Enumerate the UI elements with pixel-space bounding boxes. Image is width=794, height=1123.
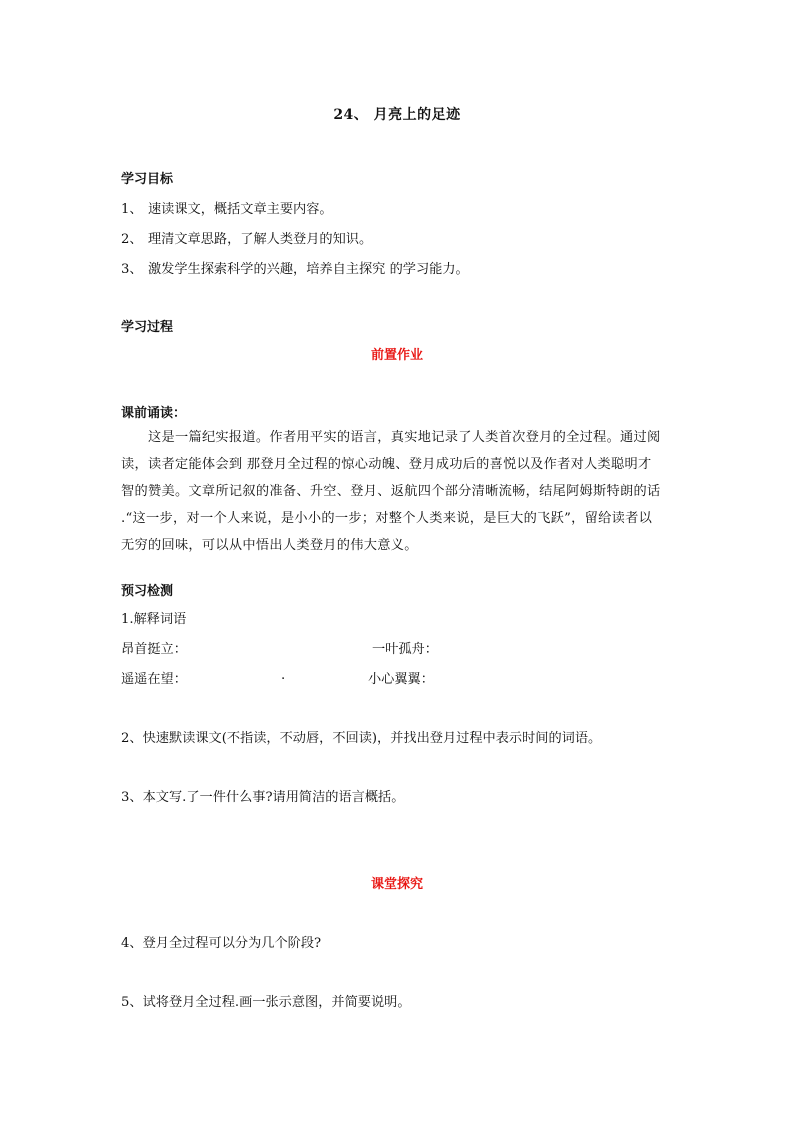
goal-item-number: 1、	[121, 202, 143, 217]
word-label-xiaoxin: 小心翼翼：	[368, 672, 434, 687]
section-title-prework: 前置作业	[370, 348, 423, 363]
reading-line: 这是一篇纪实报道。作者用平实的语言，真实地记录了人类首次登月的全过程。通过阅	[148, 430, 661, 445]
reading-paragraph	[121, 424, 681, 559]
question-1: 1.解释词语	[121, 612, 187, 627]
question-4: 4、登月全过程可以分为几个阶段?	[121, 936, 322, 951]
page-title: 24、 月亮上的足迹	[333, 107, 461, 123]
stray-dot: .	[281, 668, 286, 683]
preview-heading: 预习检测	[121, 584, 174, 599]
reading-line: 读，读者定能体会到 那登月全过程的惊心动魄、登月成功后的喜悦以及作者对人类聪明才	[121, 457, 652, 472]
goal-item-number: 2、	[121, 232, 143, 247]
goal-item-text: 激发学生探索科学的兴趣，培养自主探究 的学习能力。	[148, 262, 469, 277]
goal-item-text: 理清文章思路，了解人类登月的知识。	[148, 232, 373, 247]
goal-item-3	[121, 258, 469, 277]
goal-item-2	[121, 228, 372, 247]
goal-item-text: 速读课文，概括文章主要内容。	[148, 202, 333, 217]
question-2: 2、快速默读课文(不指读，不动唇，不回读)，并找出登月过程中表示时间的词语。	[121, 731, 602, 746]
question-3: 3、本文写.了一件什么事?请用简洁的语言概括。	[121, 790, 405, 805]
question-5: 5、试将登月全过程.画一张示意图，并简要说明。	[121, 995, 411, 1010]
word-label-yaoyao: 遥遥在望：	[121, 672, 187, 687]
process-heading: 学习过程	[121, 320, 174, 335]
reading-heading: 课前诵读：	[121, 406, 187, 421]
section-title-classroom: 课堂探究	[370, 877, 423, 892]
goal-item-number: 3、	[121, 262, 143, 277]
reading-line: .“这一步，对一个人来说，是小小的一步；对整个人类来说，是巨大的飞跃”，留给读者以	[121, 511, 653, 526]
word-label-angshou: 昂首挺立：	[121, 642, 187, 657]
goal-item-1	[121, 198, 333, 217]
reading-line: 无穷的回味，可以从中悟出人类登月的伟大意义。	[121, 538, 418, 553]
word-label-yiye: 一叶孤舟：	[372, 642, 438, 657]
reading-line: 智的赞美。文章所记叙的准备、升空、登月、返航四个部分清晰流畅，结尾阿姆斯特朗的话	[121, 484, 661, 499]
goals-heading: 学习目标	[121, 172, 174, 187]
